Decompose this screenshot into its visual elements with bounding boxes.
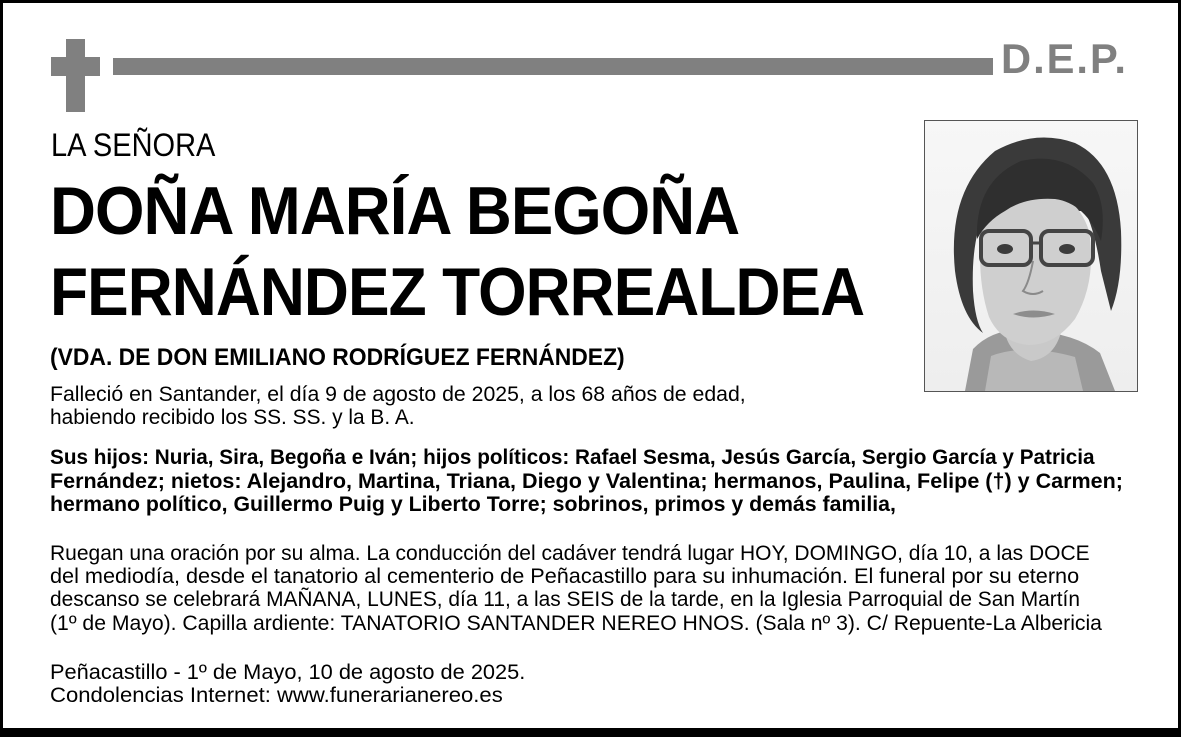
pre-title: LA SEÑORA (51, 127, 216, 163)
deceased-name-line-2: FERNÁNDEZ TORREALDEA (50, 254, 865, 330)
portrait-illustration (925, 121, 1137, 391)
service-info-line: descanso se celebrará MAÑANA, LUNES, día 11, a las SEIS de la tarde, en la Iglesia Parroquial de San Martín (50, 588, 1080, 611)
family-line: Fernández; nietos: Alejandro, Martina, Triana, Diego y Valentina; hermanos, Paulina, Felipe (†) y Carmen; (50, 470, 1123, 493)
widow-of: (VDA. DE DON EMILIANO RODRÍGUEZ FERNÁNDEZ) (50, 344, 625, 371)
header-rule (113, 58, 993, 75)
service-info-line: (1º de Mayo). Capilla ardiente: TANATORIO SANTANDER NEREO HNOS. (Sala nº 3). C/ Repuente-La Albericia (50, 612, 1102, 635)
service-info-line: Ruegan una oración por su alma. La conducción del cadáver tendrá lugar HOY, DOMINGO, día 10, a las DOCE (50, 542, 1090, 565)
dep-label: D.E.P. (1001, 35, 1128, 82)
family-line: Sus hijos: Nuria, Sira, Begoña e Iván; hijos políticos: Rafael Sesma, Jesús García, Sergio García y Patricia (50, 446, 1095, 469)
footer-place-date: Peñacastillo - 1º de Mayo, 10 de agosto de 2025. (50, 661, 526, 684)
family-line: hermano político, Guillermo Puig y Liberto Torre; sobrinos, primos y demás familia, (50, 493, 896, 516)
service-info-line: del mediodía, desde el tanatorio al cementerio de Peñacastillo para su inhumación. El funeral por su eterno (50, 565, 1080, 588)
death-notice-line: Falleció en Santander, el día 9 de agosto de 2025, a los 68 años de edad, (50, 383, 746, 406)
footer-condolences: Condolencias Internet: www.funerarianereo.es (50, 684, 503, 707)
portrait-photo (924, 120, 1138, 392)
cross-horizontal-bar (51, 57, 100, 76)
deceased-name-line-1: DOÑA MARÍA BEGOÑA (50, 173, 740, 249)
death-notice-line: habiendo recibido los SS. SS. y la B. A. (50, 406, 415, 429)
